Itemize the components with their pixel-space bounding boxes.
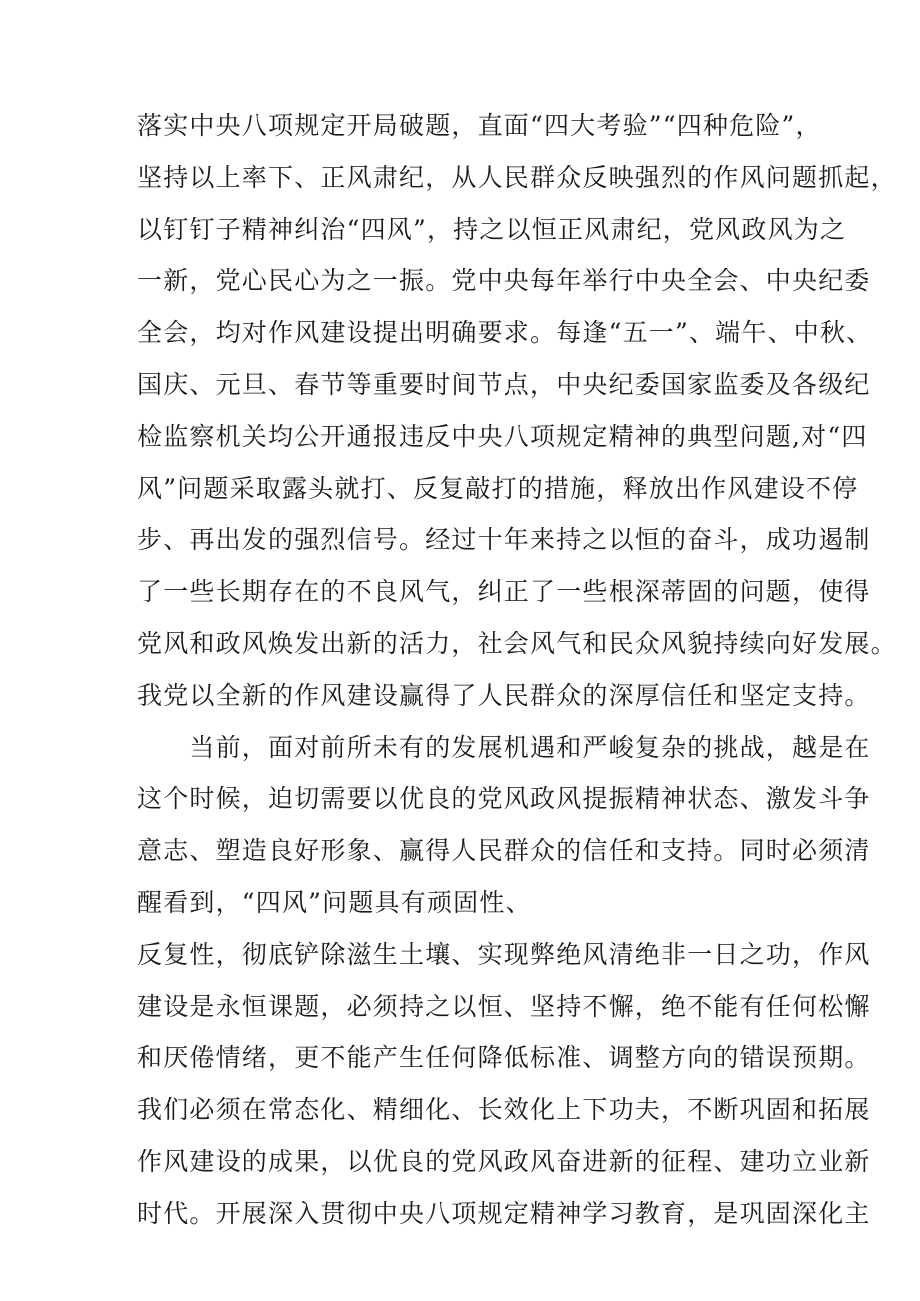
text-line: 以钉钉子精神纠治“四风”，持之以恒正风肃纪，党风政风为之 <box>137 214 847 244</box>
text-line: 国庆、元旦、春节等重要时间节点，中央纪委国家监委及各级纪 <box>137 369 871 399</box>
text-line: 了一些长期存在的不良风气，纠正了一些根深蒂固的问题，使得 <box>137 577 871 607</box>
document-body <box>137 100 897 1240</box>
text-line: 这个时候，迫切需要以优良的党风政风提振精神状态、激发斗争 <box>137 784 871 814</box>
text-line: 党风和政风焕发出新的活力，社会风气和民众风貌持续向好发展。 <box>137 628 897 658</box>
text-line: 全会，均对作风建设提出明确要求。每逢“五一”、端午、中秋、 <box>137 318 873 348</box>
text-line: 我党以全新的作风建设赢得了人民群众的深厚信任和坚定支持。 <box>137 680 871 710</box>
text-line: 当前，面对前所未有的发展机遇和严峻复杂的挑战，越是在 <box>137 732 871 762</box>
text-line: 风”问题采取露头就打、反复敲打的措施，释放出作风建设不停 <box>137 473 859 503</box>
text-line: 我们必须在常态化、精细化、长效化上下功夫，不断巩固和拓展 <box>137 1095 871 1125</box>
text-line: 坚持以上率下、正风肃纪，从人民群众反映强烈的作风问题抓起， <box>137 162 897 192</box>
text-line: 步、再出发的强烈信号。经过十年来持之以恒的奋斗，成功遏制 <box>137 525 871 555</box>
text-line: 作风建设的成果，以优良的党风政风奋进新的征程、建功立业新 <box>137 1146 871 1176</box>
text-line: 落实中央八项规定开局破题，直面“四大考验”“四种危险”， <box>137 111 822 140</box>
text-line: 和厌倦情绪，更不能产生任何降低标准、调整方向的错误预期。 <box>137 1043 871 1073</box>
text-line: 建设是永恒课题，必须持之以恒、坚持不懈，绝不能有任何松懈 <box>137 991 871 1021</box>
text-line: 检监察机关均公开通报违反中央八项规定精神的典型问题,对“四 <box>137 421 868 451</box>
text-line: 时代。开展深入贯彻中央八项规定精神学习教育，是巩固深化主 <box>137 1198 871 1228</box>
text-line: 一新，党心民心为之一振。党中央每年举行中央全会、中央纪委 <box>137 266 871 296</box>
text-line: 醒看到，“四风”问题具有顽固性、 <box>137 887 532 917</box>
text-line: 反复性，彻底铲除滋生土壤、实现弊绝风清绝非一日之功，作风 <box>137 939 871 969</box>
text-line: 意志、塑造良好形象、赢得人民群众的信任和支持。同时必须清 <box>137 836 871 866</box>
